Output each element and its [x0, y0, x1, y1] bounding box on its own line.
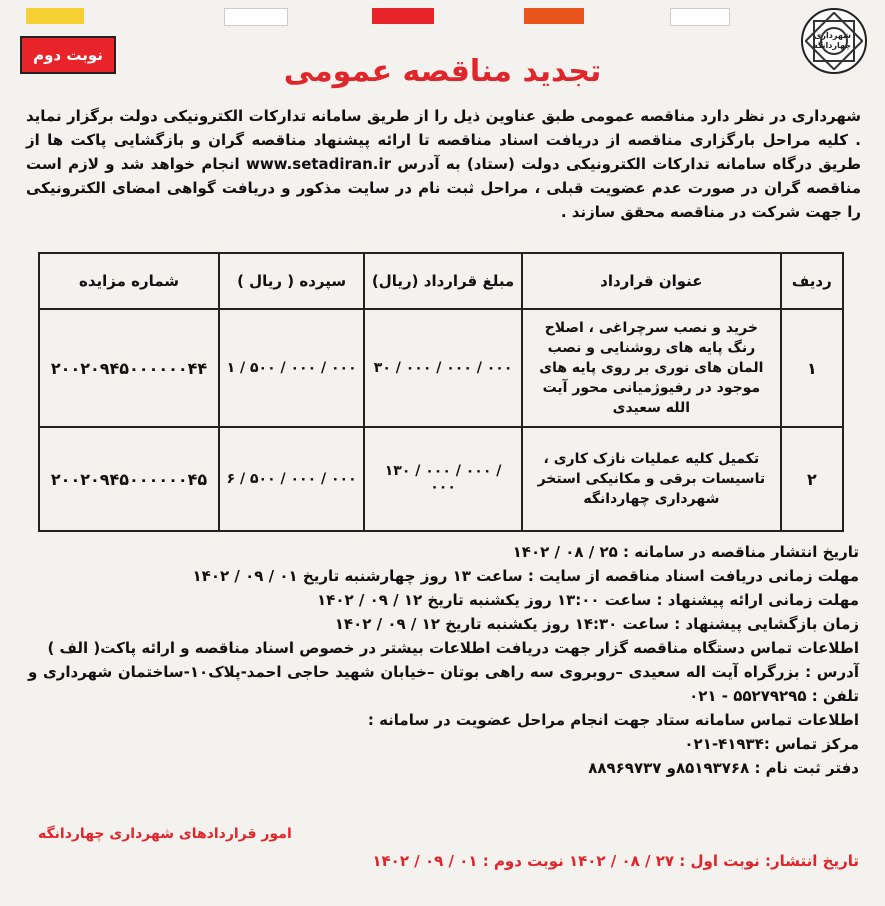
header-tender-number: شماره مزایده — [39, 253, 219, 309]
cell-contract-title: خرید و نصب سرچراغی ، اصلاح رنگ پایه های روشنایی و نصب المان های نوری بر روی پایه های موجود در رفیوژمیانی محور آیت الله سعیدی — [522, 309, 781, 427]
header-row-number: ردیف — [781, 253, 843, 309]
address: آدرس : بزرگراه آیت اله سعیدی –روبروی سه راهی بوتان –خیابان شهید حاجی احمد-پلاک۱۰-ساختمان شهرداری و تلفن : ۵۵۲۷۹۲۹۵ - ۰۲۱ — [28, 663, 859, 705]
table-header-row — [39, 253, 843, 309]
offer-deadline: مهلت زمانی ارائه پیشنهاد : ساعت ۱۳:۰۰ روز یکشنبه تاریخ ۱۲ / ۰۹ / ۱۴۰۲ — [317, 591, 859, 609]
contact-intro: اطلاعات تماس دستگاه مناقصه گزار جهت دریافت اطلاعات بیشتر در خصوص اسناد مناقصه و ارائه پاکت( الف ) — [47, 639, 859, 657]
deposit-value: ۱ / ۵۰۰ / ۰۰۰ / ۰۰۰ — [226, 360, 357, 376]
cell-contract-amount — [364, 427, 522, 531]
setad-contact-intro: اطلاعات تماس سامانه ستاد جهت انجام مراحل عضویت در سامانه : — [367, 711, 859, 729]
cell-contract-amount — [364, 309, 522, 427]
cell-deposit — [219, 309, 364, 427]
registration-office: دفتر ثبت نام : ۸۵۱۹۳۷۶۸و ۸۸۹۶۹۷۳۷ — [588, 759, 859, 777]
document-deadline: مهلت زمانی دریافت اسناد مناقصه از سایت : ساعت ۱۳ روز چهارشنبه تاریخ ۰۱ / ۰۹ / ۱۴۰۲ — [192, 567, 859, 585]
color-bar-white-2 — [670, 8, 730, 26]
cell-tender-number: ۲۰۰۲۰۹۴۵۰۰۰۰۰۰۴۵ — [39, 427, 219, 531]
publish-date: تاریخ انتشار مناقصه در سامانه : ۲۵ / ۰۸ / ۱۴۰۲ — [512, 543, 859, 561]
intro-text-before: شهرداری در نظر دارد مناقصه عمومی طبق عناوین ذیل را از طریق سامانه تدارکات الکترونیکی دولت برگزار نماید . کلیه مراحل بارگزاری مناقصه از دریافت اسناد مناقصه تا ارائه پیشنهاد مناقصه گران و بازگشایی پاکت ها از طریق درگاه سامانه تدارکات الکترونیکی دولت (ستاد) به آدرس — [26, 107, 861, 173]
amount-value: ۳۰ / ۰۰۰ / ۰۰۰ / ۰۰۰ — [373, 360, 513, 376]
contracts-table — [38, 252, 844, 532]
cell-contract-title: تکمیل کلیه عملیات نازک کاری ، تاسیسات برقی و مکانیکی استخر شهرداری چهاردانگه — [522, 427, 781, 531]
contracts-office: امور قراردادهای شهرداری چهاردانگه — [38, 826, 292, 842]
deposit-value: ۶ / ۵۰۰ / ۰۰۰ / ۰۰۰ — [226, 471, 357, 487]
opening-time: زمان بازگشایی پیشنهاد : ساعت ۱۴:۳۰ روز یکشنبه تاریخ ۱۲ / ۰۹ / ۱۴۰۲ — [334, 615, 859, 633]
color-bar-orange — [524, 8, 584, 24]
header-contract-title: عنوان قرارداد — [522, 253, 781, 309]
intro-text-after: انجام خواهد شد و لازم است مناقصه گران در صورت عدم عضویت قبلی ، مراحل ثبت نام در سایت مذکور و دریافت گواهی امضای الکترونیکی را جهت شرکت در مناقصه محقق سازند . — [26, 155, 861, 221]
table-row — [39, 309, 843, 427]
color-bar-yellow — [26, 8, 84, 24]
cell-row-number: ۱ — [781, 309, 843, 427]
cell-deposit — [219, 427, 364, 531]
table-row — [39, 427, 843, 531]
amount-value: ۱۳۰ / ۰۰۰ / ۰۰۰ / ۰۰۰ — [384, 463, 502, 495]
round-badge: نوبت دوم — [20, 36, 116, 74]
cell-tender-number: ۲۰۰۲۰۹۴۵۰۰۰۰۰۰۴۴ — [39, 309, 219, 427]
cell-row-number: ۲ — [781, 427, 843, 531]
header-deposit: سپرده ( ریال ) — [219, 253, 364, 309]
color-bar-white — [224, 8, 288, 26]
page-title: تجدید مناقصه عمومی — [283, 54, 602, 89]
publication-dates: تاریخ انتشار: نوبت اول : ۲۷ / ۰۸ / ۱۴۰۲ نوبت دوم : ۰۱ / ۰۹ / ۱۴۰۲ — [372, 852, 859, 870]
intro-paragraph — [26, 104, 861, 224]
header-contract-amount: مبلغ قرارداد (ریال) — [364, 253, 522, 309]
logo-text: شهرداری چهاردانگه — [812, 31, 851, 50]
tender-details — [28, 540, 859, 780]
color-bar-red — [372, 8, 434, 24]
contact-center: مرکز تماس :۴۱۹۳۴-۰۲۱ — [684, 735, 859, 753]
setad-website-link[interactable]: www.setadiran.ir — [245, 155, 391, 173]
